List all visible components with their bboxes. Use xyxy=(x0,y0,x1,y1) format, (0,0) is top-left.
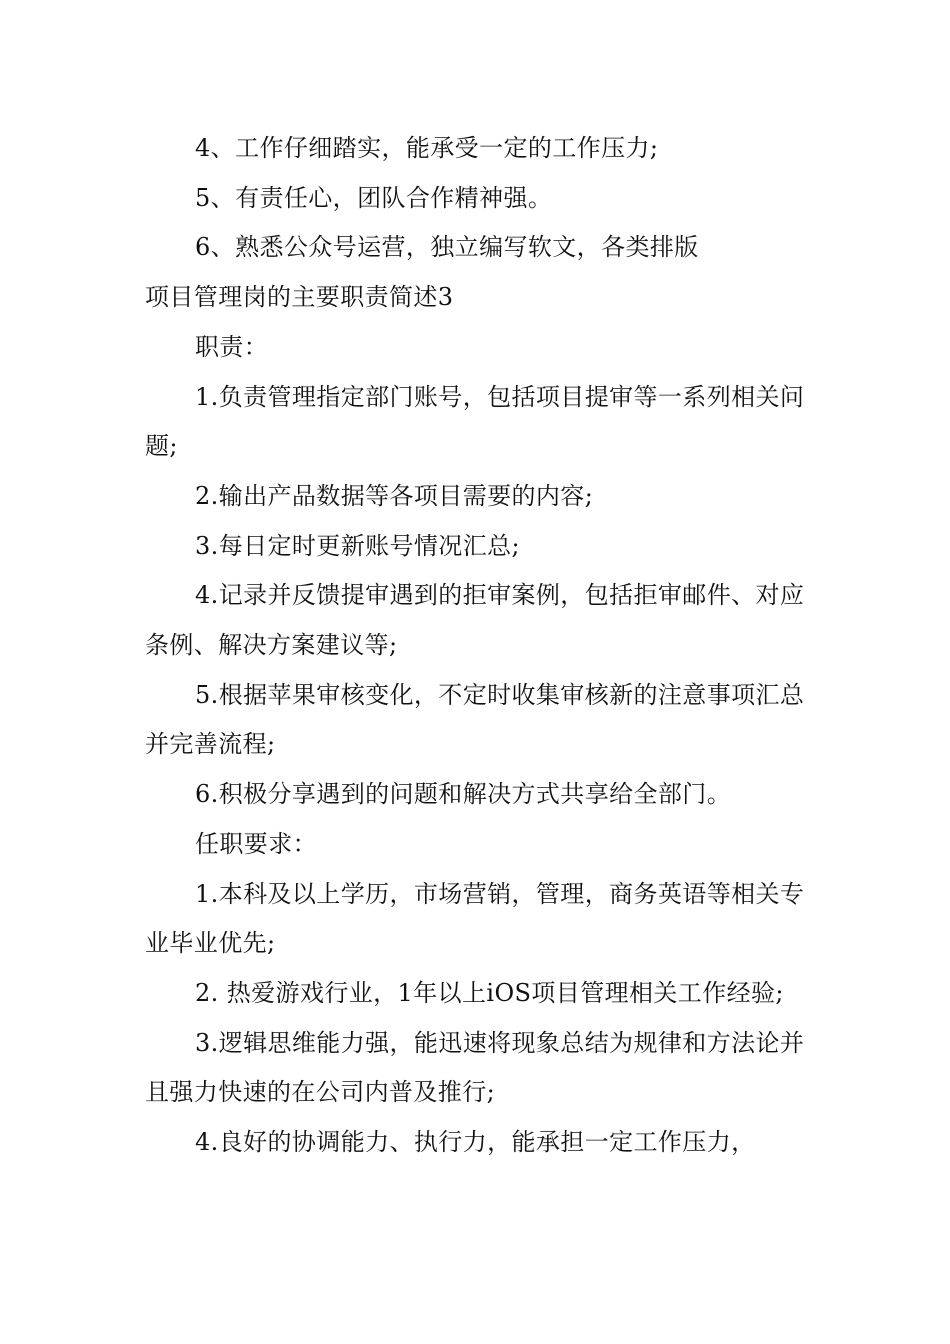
duties-label: 职责： xyxy=(195,332,269,361)
paragraph-req-6: 6、熟悉公众号运营，独立编写软文，各类排版 xyxy=(195,233,699,262)
requirement-item-2: 2. 热爱游戏行业，1年以上iOS项目管理相关工作经验; xyxy=(195,978,784,1007)
paragraph-req-5: 5、有责任心，团队合作精神强。 xyxy=(195,183,553,212)
requirement-item-3: 3.逻辑思维能力强，能迅速将现象总结为规律和方法论并且强力快速的在公司内普及推行; xyxy=(145,1028,805,1107)
document-body xyxy=(145,124,810,1168)
requirements-label: 任职要求： xyxy=(195,829,317,858)
section-heading: 项目管理岗的主要职责简述3 xyxy=(145,283,454,312)
duty-item-2: 2.输出产品数据等各项目需要的内容; xyxy=(195,481,594,510)
requirement-item-4: 4.良好的协调能力、执行力，能承担一定工作压力， xyxy=(195,1128,756,1157)
duty-item-5: 5.根据苹果审核变化，不定时收集审核新的注意事项汇总并完善流程; xyxy=(145,680,805,759)
paragraph-req-4: 4、工作仔细踏实，能承受一定的工作压力; xyxy=(195,134,659,162)
duty-item-6: 6.积极分享遇到的问题和解决方式共享给全部门。 xyxy=(195,780,732,809)
requirement-item-1: 1.本科及以上学历，市场营销，管理，商务英语等相关专业毕业优先; xyxy=(145,879,805,958)
duty-item-1: 1.负责管理指定部门账号，包括项目提审等一系列相关问题; xyxy=(145,382,805,461)
duty-item-4: 4.记录并反馈提审遇到的拒审案例，包括拒审邮件、对应条例、解决方案建议等; xyxy=(145,581,805,660)
duty-item-3: 3.每日定时更新账号情况汇总; xyxy=(195,531,520,560)
